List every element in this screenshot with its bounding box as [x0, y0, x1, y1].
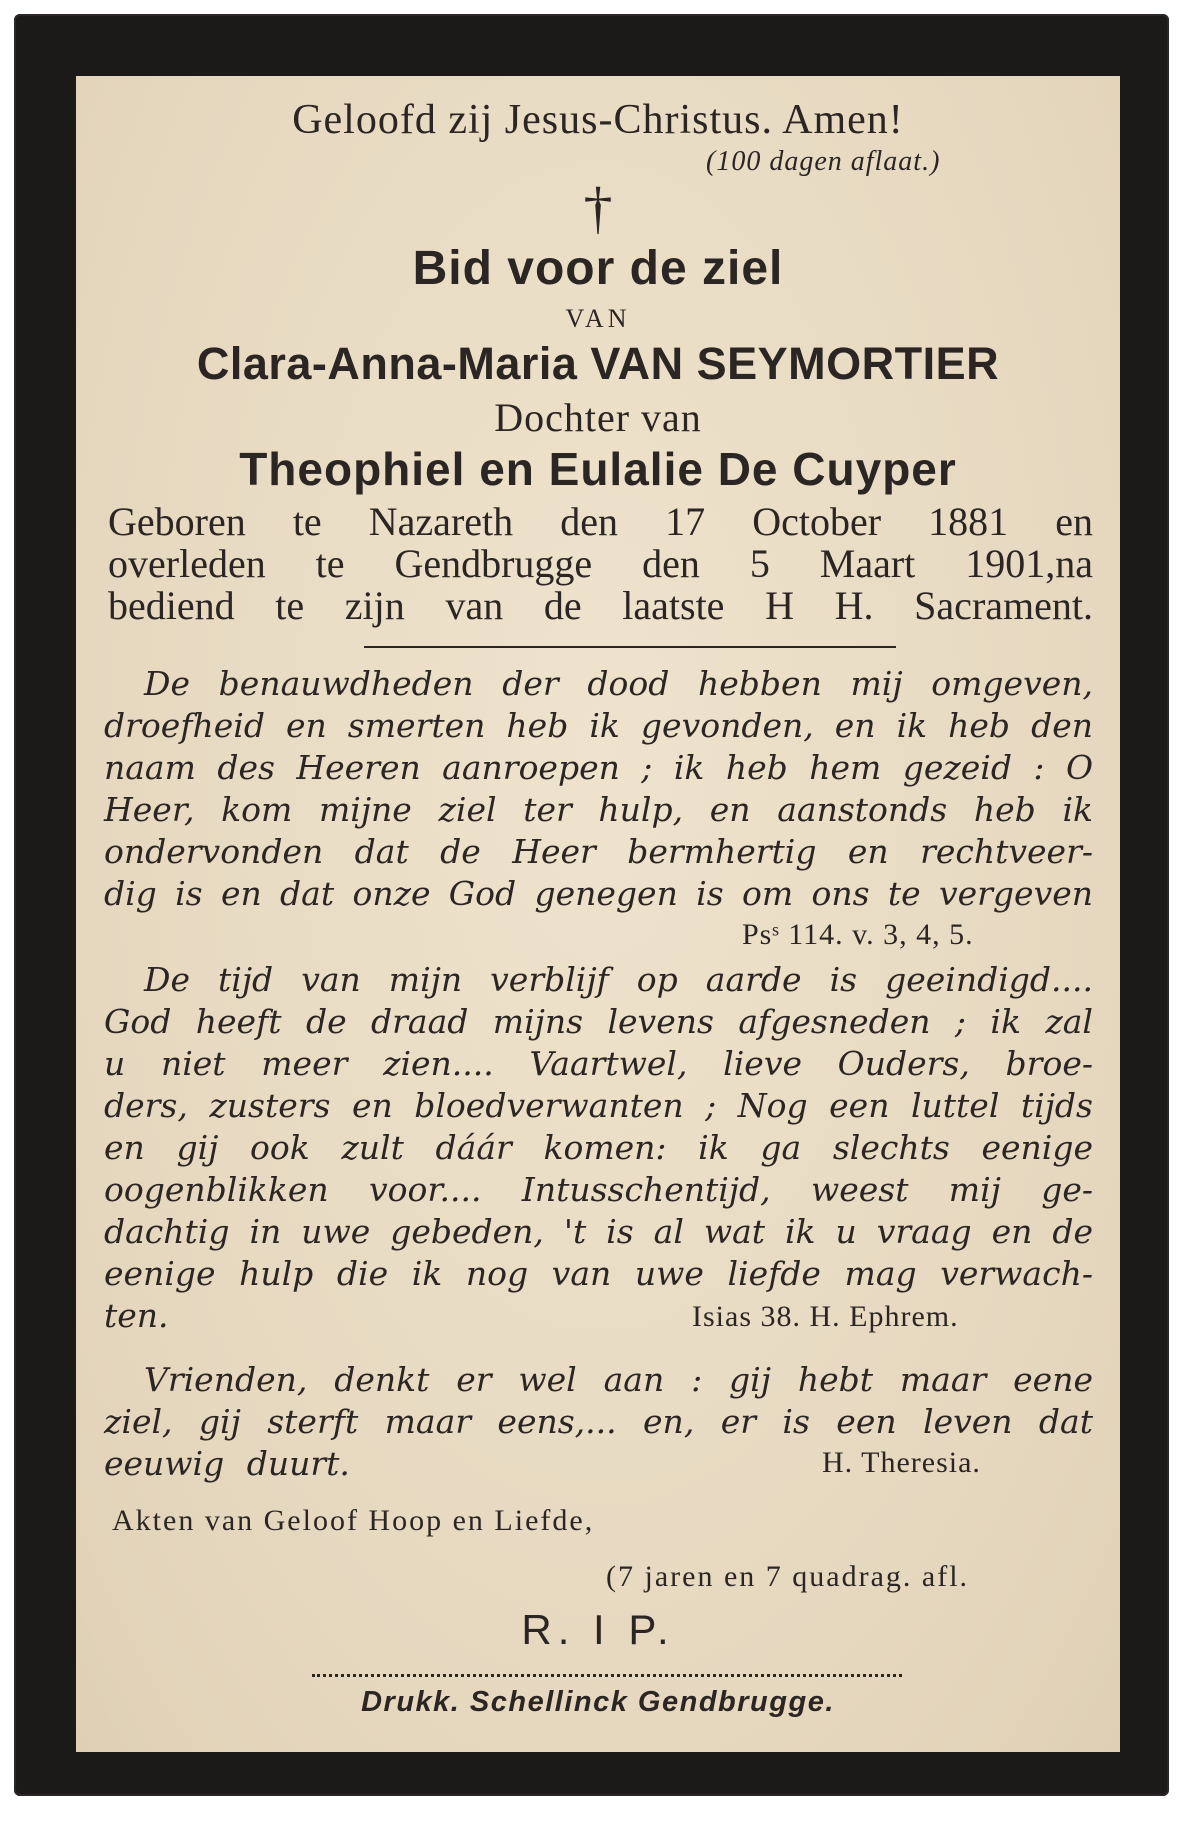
deceased-name: Clara-Anna-Maria VAN SEYMORTIER	[196, 338, 1000, 389]
passage-source: H. Theresia.	[822, 1446, 981, 1479]
separator-rule	[364, 646, 896, 648]
dotted-rule	[312, 1674, 902, 1677]
passage-line: oogenblikken voor.... Intusschentijd, weest mij ge-	[104, 1170, 1093, 1209]
passage-line: en gij ook zult dáár komen: ik ga slechts eenige	[104, 1128, 1093, 1167]
passage-line: Vrienden, denkt er wel aan : gij hebt maar eene	[144, 1360, 1093, 1399]
passage-line: ziel, gij sterft maar eens,... en, er is een leven dat	[104, 1402, 1093, 1441]
passage-line: De tijd van mijn verblijf op aarde is geeindigd....	[144, 960, 1093, 999]
passage-line: naam des Heeren aanroepen ; ik heb hem gezeid : O	[104, 748, 1093, 787]
passage-line: dachtig in uwe gebeden, 't is al wat ik u vraag en de	[104, 1212, 1093, 1251]
passage-source: Psˢ 114. v. 3, 4, 5.	[742, 918, 974, 951]
passage-line: ten.	[104, 1296, 169, 1335]
printer-imprint: Drukk. Schellinck Gendbrugge.	[361, 1686, 835, 1718]
death-line: overleden te Gendbrugge den 5 Maart 1901,na	[108, 541, 1093, 586]
indulgence-note: (100 dagen aflaat.)	[706, 146, 941, 177]
passage-line: De benauwdheden der dood hebben mij omgeven,	[144, 664, 1093, 703]
passage-line: droefheid en smerten heb ik gevonden, en ik heb den	[104, 706, 1093, 745]
invocation: Geloofd zij Jesus-Christus. Amen!	[292, 97, 904, 143]
passage-line: Heer, kom mijne ziel ter hulp, en aanstonds heb ik	[104, 790, 1093, 829]
daughter-of: Dochter van	[494, 395, 702, 440]
sacrament-line: bediend te zijn van de laatste H H. Sacrament.	[108, 583, 1093, 628]
passage-line: eeuwig duurt.	[104, 1444, 350, 1483]
passage-line: God heeft de draad mijns levens afgesneden ; ik zal	[104, 1002, 1093, 1041]
parents-names: Theophiel en Eulalie De Cuyper	[239, 443, 957, 495]
birth-line: Geboren te Nazareth den 17 October 1881 en	[108, 499, 1093, 544]
van-label: VAN	[565, 304, 631, 333]
passage-line: eenige hulp die ik nog van uwe liefde mag verwach-	[104, 1254, 1093, 1293]
acts-line: Akten van Geloof Hoop en Liefde,	[112, 1504, 595, 1537]
passage-line: ders, zusters en bloedverwanten ; Nog een luttel tijds	[104, 1086, 1093, 1125]
passage-line: dig is en dat onze God genegen is om ons te vergeven	[104, 874, 1093, 913]
rip-label: R. I P.	[521, 1606, 675, 1653]
passage-line: u niet meer zien.... Vaartwel, lieve Ouders, broe-	[104, 1044, 1093, 1083]
passage-line: ondervonden dat de Heer bermhertig en rechtveer-	[104, 832, 1093, 871]
cross-icon: †	[583, 175, 613, 240]
memorial-card	[76, 76, 1120, 1752]
prayer-heading: Bid voor de ziel	[412, 242, 784, 295]
passage-source: Isias 38. H. Ephrem.	[692, 1300, 959, 1333]
acts-indulgence: (7 jaren en 7 quadrag. afl.	[606, 1560, 970, 1593]
